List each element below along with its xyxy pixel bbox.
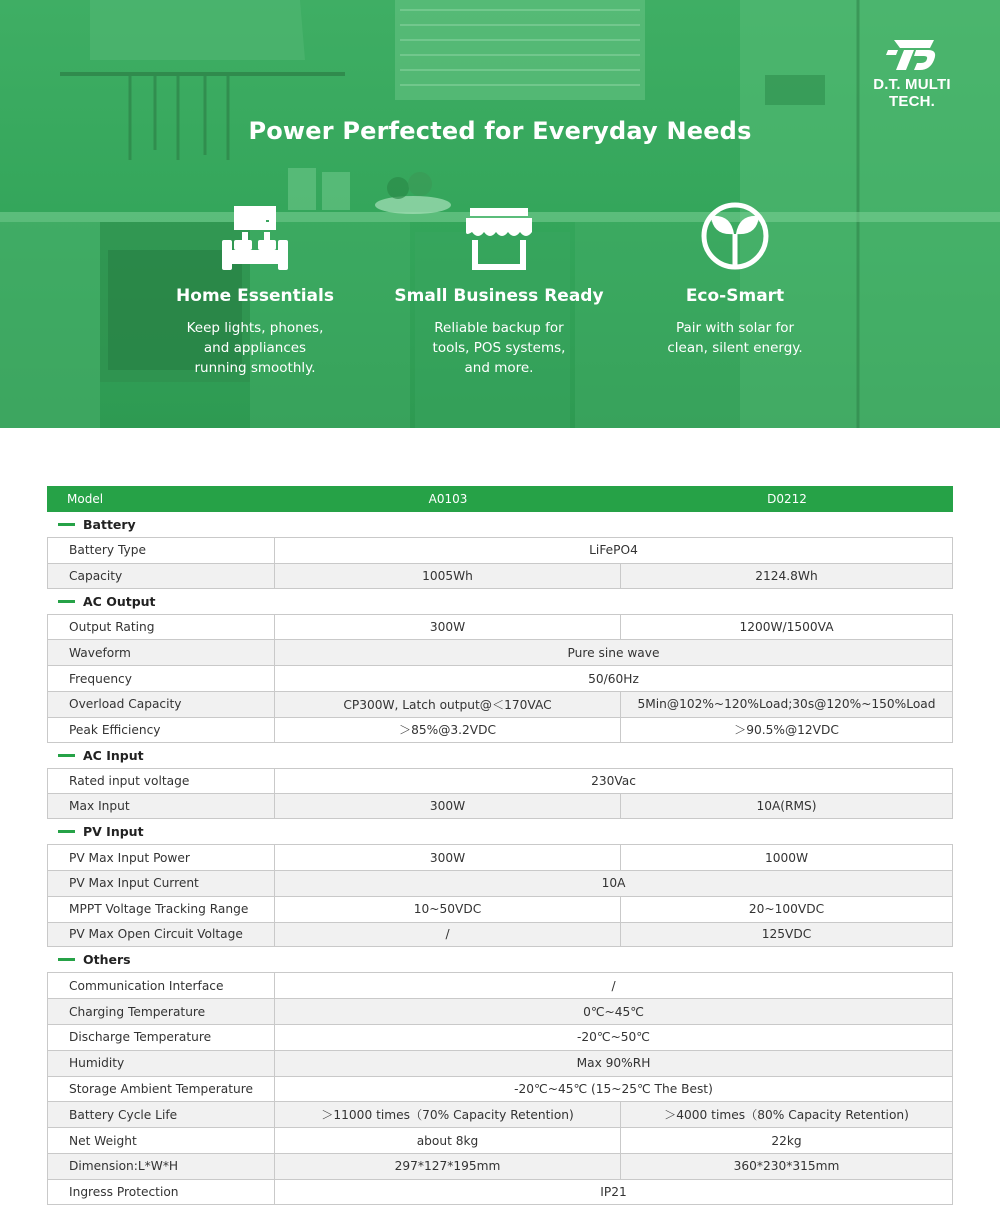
spec-label: Battery Cycle Life	[47, 1102, 275, 1127]
spec-value-d0212: 10A(RMS)	[621, 794, 953, 818]
feature-description: Reliable backup for tools, POS systems, and more.	[432, 320, 566, 376]
brand-name: D.T. MULTI TECH.	[873, 76, 951, 110]
spec-value-a0103: 1005Wh	[275, 564, 621, 588]
table-row	[47, 665, 953, 691]
spec-value-d0212: 125VDC	[621, 923, 953, 947]
spec-label: PV Max Open Circuit Voltage	[47, 923, 275, 947]
spec-value-d0212: 2124.8Wh	[621, 564, 953, 588]
table-row	[47, 1179, 953, 1205]
spec-value-d0212: 5Min@102%~120%Load;30s@120%~150%Load	[621, 692, 953, 717]
spec-label: Rated input voltage	[47, 769, 275, 794]
section-title: Others	[83, 952, 131, 968]
table-row	[47, 639, 953, 665]
spec-label: Net Weight	[47, 1128, 275, 1153]
spec-value-a0103: ＞85%@3.2VDC	[275, 718, 621, 742]
table-row	[47, 998, 953, 1024]
spec-label: Battery Type	[47, 538, 275, 563]
table-row	[47, 537, 953, 563]
spec-value-shared: IP21	[275, 1180, 953, 1204]
section-marker	[58, 830, 75, 833]
feature-title: Small Business Ready	[394, 286, 604, 306]
table-row	[47, 844, 953, 870]
section-title: AC Input	[83, 747, 144, 763]
spec-value-a0103: /	[275, 923, 621, 947]
spec-value-a0103: 297*127*195mm	[275, 1154, 621, 1179]
spec-value-a0103: CP300W, Latch output@＜170VAC	[275, 692, 621, 717]
table-row	[47, 972, 953, 998]
table-row	[47, 1153, 953, 1179]
feature-description: Pair with solar for clean, silent energy.	[667, 320, 803, 356]
spec-label: Frequency	[47, 666, 275, 691]
spec-value-a0103: about 8kg	[275, 1128, 621, 1153]
section-heading	[47, 743, 953, 768]
spec-value-shared: 0℃~45℃	[275, 999, 953, 1024]
feature-eco-smart	[615, 198, 855, 358]
header-model-d0212: D0212	[767, 492, 807, 506]
spec-value-d0212: 22kg	[621, 1128, 953, 1153]
feature-title: Home Essentials	[176, 286, 334, 306]
spec-value-shared: -20℃~50℃	[275, 1025, 953, 1050]
table-row	[47, 1101, 953, 1127]
spec-value-shared: -20℃~45℃ (15~25℃ The Best)	[275, 1077, 953, 1102]
table-row	[47, 922, 953, 948]
table-header-row	[47, 486, 953, 512]
spec-value-a0103: ＞11000 times（70% Capacity Retention)	[275, 1102, 621, 1127]
dt-logo-icon	[884, 36, 940, 74]
spec-label: Capacity	[47, 564, 275, 588]
header-model-label: Model	[67, 492, 104, 506]
spec-value-shared: LiFePO4	[275, 538, 953, 563]
table-row	[47, 691, 953, 717]
spec-value-d0212: ＞90.5%@12VDC	[621, 718, 953, 742]
feature-title: Eco-Smart	[685, 286, 785, 306]
section-title: Battery	[83, 517, 136, 532]
spec-label: MPPT Voltage Tracking Range	[47, 897, 275, 922]
feature-home-essentials	[135, 198, 375, 378]
spec-value-d0212: 1200W/1500VA	[621, 615, 953, 640]
header-model-a0103: A0103	[428, 492, 468, 506]
table-row	[47, 1076, 953, 1102]
section-marker	[58, 754, 75, 757]
table-row	[47, 563, 953, 589]
brand-logo	[852, 36, 972, 110]
hero-banner	[0, 0, 1000, 428]
spec-value-shared: Pure sine wave	[275, 640, 953, 665]
section-heading	[47, 512, 953, 537]
spec-table	[47, 486, 953, 1205]
spec-body	[47, 512, 953, 1205]
section-title: AC Output	[83, 593, 156, 609]
spec-value-shared: 50/60Hz	[275, 666, 953, 691]
feature-small-business	[379, 198, 619, 378]
spec-label: Output Rating	[47, 615, 275, 640]
spec-value-shared: /	[275, 973, 953, 998]
spec-label: Overload Capacity	[47, 692, 275, 717]
spec-value-a0103: 300W	[275, 615, 621, 640]
section-heading	[47, 947, 953, 972]
spec-value-d0212: ＞4000 times（80% Capacity Retention)	[621, 1102, 953, 1127]
spec-value-shared: Max 90%RH	[275, 1051, 953, 1076]
spec-value-shared: 230Vac	[275, 769, 953, 794]
spec-value-a0103: 10~50VDC	[275, 897, 621, 922]
spec-label: PV Max Input Current	[47, 871, 275, 896]
table-row	[47, 717, 953, 743]
spec-label: Waveform	[47, 640, 275, 665]
section-title: PV Input	[83, 824, 144, 840]
table-row	[47, 896, 953, 922]
table-row	[47, 1024, 953, 1050]
section-marker	[58, 523, 75, 526]
section-marker	[58, 958, 75, 961]
sprout-leaf-icon	[699, 200, 771, 272]
feature-description: Keep lights, phones, and appliances running smoothly.	[186, 320, 324, 376]
table-row	[47, 614, 953, 640]
table-row	[47, 1050, 953, 1076]
spec-value-d0212: 20~100VDC	[621, 897, 953, 922]
section-heading	[47, 819, 953, 844]
shop-storefront-icon	[464, 206, 534, 272]
section-heading	[47, 589, 953, 614]
spec-value-a0103: 300W	[275, 845, 621, 870]
table-row	[47, 870, 953, 896]
section-marker	[58, 600, 75, 603]
spec-label: Charging Temperature	[47, 999, 275, 1024]
spec-label: Max Input	[47, 794, 275, 818]
hero-title: Power Perfected for Everyday Needs	[248, 117, 752, 145]
table-row	[47, 793, 953, 819]
spec-value-d0212: 360*230*315mm	[621, 1154, 953, 1179]
spec-label: Communication Interface	[47, 973, 275, 998]
spec-label: Storage Ambient Temperature	[47, 1077, 275, 1102]
spec-value-shared: 10A	[275, 871, 953, 896]
spec-label: Peak Efficiency	[47, 718, 275, 742]
spec-label: Discharge Temperature	[47, 1025, 275, 1050]
spec-label: PV Max Input Power	[47, 845, 275, 870]
spec-value-a0103: 300W	[275, 794, 621, 818]
home-appliance-icon	[220, 204, 290, 272]
spec-label: Dimension:L*W*H	[47, 1154, 275, 1179]
spec-label: Humidity	[47, 1051, 275, 1076]
spec-value-d0212: 1000W	[621, 845, 953, 870]
table-row	[47, 1127, 953, 1153]
spec-label: Ingress Protection	[47, 1180, 275, 1204]
table-row	[47, 768, 953, 794]
